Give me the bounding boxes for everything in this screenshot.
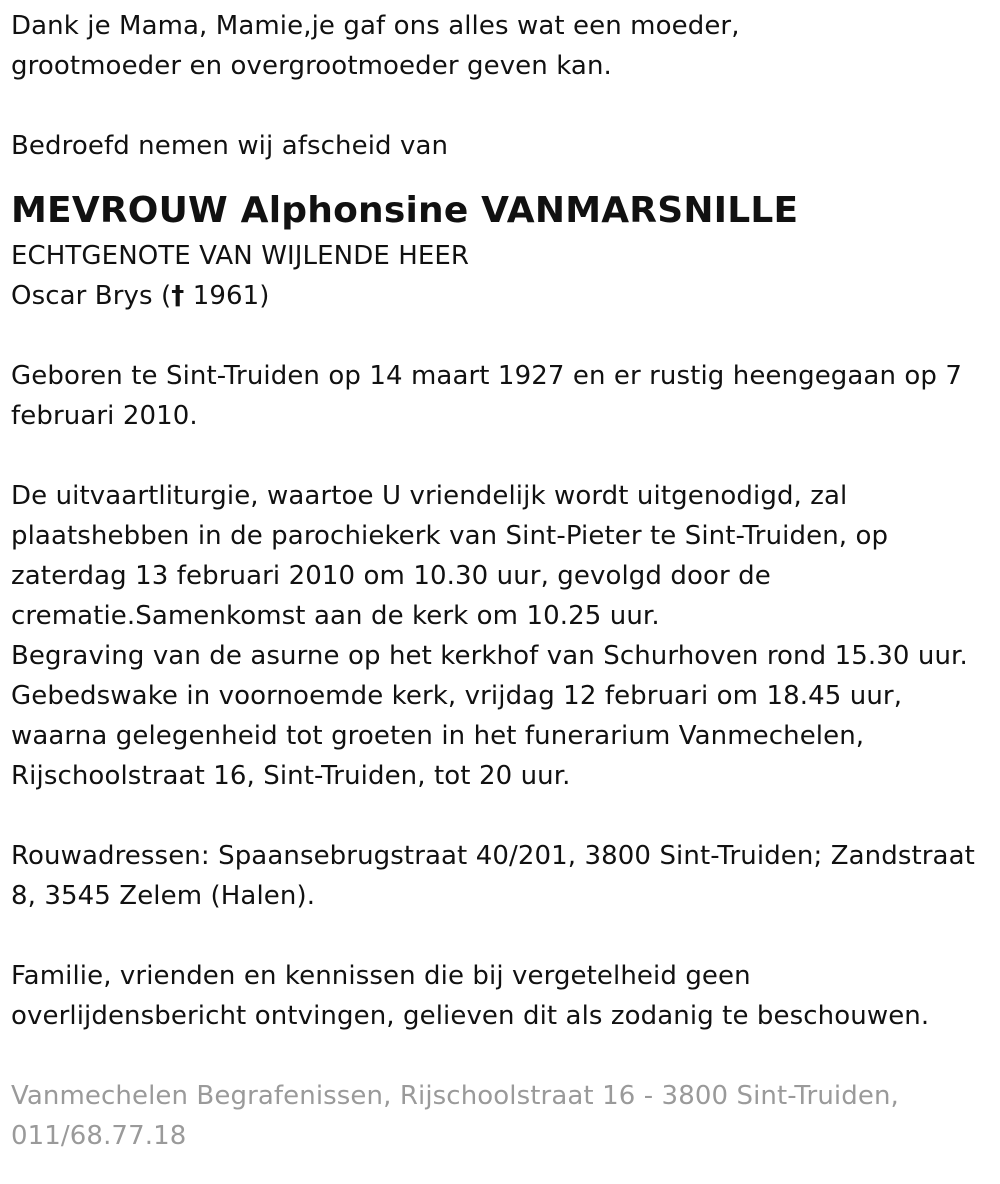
spouse-line <box>11 276 992 316</box>
funeral-home-line-2: 011/68.77.18 <box>11 1121 187 1151</box>
birth-line-2: februari 2010. <box>11 401 198 431</box>
spouse-title: ECHTGENOTE VAN WIJLENDE HEER <box>11 241 470 271</box>
service-line: waarna gelegenheid tot groeten in het funerarium Vanmechelen, <box>11 721 865 751</box>
spacer <box>11 1036 992 1076</box>
birth-line-1: Geboren te Sint-Truiden op 14 maart 1927 en er rustig heengegaan op 7 <box>11 361 963 391</box>
funeral-home-line-1: Vanmechelen Begrafenissen, Rijschoolstraat 16 - 3800 Sint-Truiden, <box>11 1081 899 1111</box>
intro-line-1: Dank je Mama, Mamie,je gaf ons alles wat een moeder, <box>11 11 740 41</box>
spouse-name: Oscar Brys ( <box>11 281 172 311</box>
addresses-line-1: Rouwadressen: Spaansebrugstraat 40/201, 3800 Sint-Truiden; Zandstraat <box>11 841 975 871</box>
service-line: Rijschoolstraat 16, Sint-Truiden, tot 20 uur. <box>11 761 571 791</box>
addresses-line-2: 8, 3545 Zelem (Halen). <box>11 881 316 911</box>
notice-line-2: overlijdensbericht ontvingen, gelieven dit als zodanig te beschouwen. <box>11 1001 930 1031</box>
cross-icon: † <box>171 281 185 311</box>
spacer <box>11 86 992 126</box>
service-line: crematie.Samenkomst aan de kerk om 10.25 uur. <box>11 601 660 631</box>
service-line: De uitvaartliturgie, waartoe U vriendelijk wordt uitgenodigd, zal <box>11 481 848 511</box>
deceased-name: MEVROUW Alphonsine VANMARSNILLE <box>11 190 799 231</box>
announcement: Bedroefd nemen wij afscheid van <box>11 131 449 161</box>
service-line: Begraving van de asurne op het kerkhof van Schurhoven rond 15.30 uur. <box>11 641 968 671</box>
spacer <box>11 916 992 956</box>
spouse-death-year: 1961) <box>184 281 270 311</box>
spacer <box>11 796 992 836</box>
spacer <box>11 316 992 356</box>
intro-line-2: grootmoeder en overgrootmoeder geven kan. <box>11 51 612 81</box>
service-line: plaatshebben in de parochiekerk van Sint-Pieter te Sint-Truiden, op <box>11 521 889 551</box>
notice-line-1: Familie, vrienden en kennissen die bij vergetelheid geen <box>11 961 751 991</box>
service-line: Gebedswake in voornoemde kerk, vrijdag 12 februari om 18.45 uur, <box>11 681 903 711</box>
service-line: zaterdag 13 februari 2010 om 10.30 uur, gevolgd door de <box>11 561 771 591</box>
spacer <box>11 436 992 476</box>
